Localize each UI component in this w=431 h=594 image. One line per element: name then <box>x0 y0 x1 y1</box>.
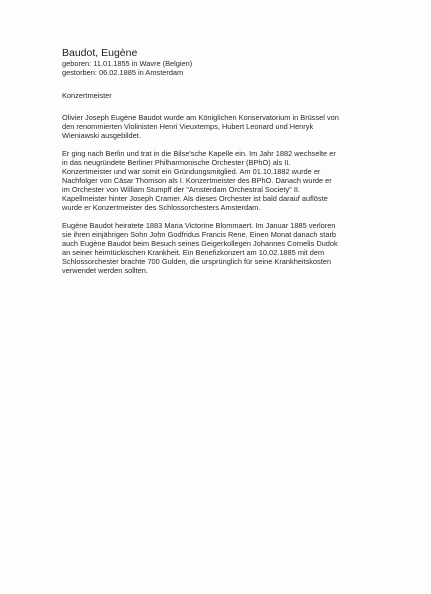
text-line: den renommierten Violinisten Henri Vieuxtemps, Hubert Leonard und Henryk <box>62 122 314 131</box>
text-line: in das neugründete Berliner Philharmonische Orchester (BPhO) als II. <box>62 158 291 167</box>
paragraph-career <box>62 149 392 212</box>
text-line: Olivier Joseph Eugène Baudot wurde am Königlichen Konservatorium in Brüssel von <box>62 113 339 122</box>
role-label: Konzertmeister <box>62 91 112 100</box>
text-line: Er ging nach Berlin und trat in die Bilse'sche Kapelle ein. Im Jahr 1882 wechselte er <box>62 149 336 158</box>
paragraph-education <box>62 113 392 140</box>
text-line: Wieniawski ausgebildet. <box>62 131 141 140</box>
text-line: verwendet werden sollten. <box>62 266 148 275</box>
document-content <box>62 47 392 275</box>
text-line: Schlossorchester brachte 700 Gulden, die ursprünglich für seine Krankheitskosten <box>62 257 332 266</box>
text-line: Konzertmeister und war somit ein Gründungsmitglied. Am 01.10.1882 wurde er <box>62 167 321 176</box>
paragraph-family <box>62 221 392 275</box>
birth-info: geboren: 11.01.1855 in Wavre (Belgien) <box>62 59 193 68</box>
text-line: an seiner heimtückischen Krankheit. Ein Benefizkonzert am 10.02.1885 mit dem <box>62 248 325 257</box>
text-line: Kapellmeister hinter Joseph Cramer. Als dieses Orchester ist bald darauf auflöste <box>62 194 328 203</box>
text-line: wurde er Konzertmeister des Schlossorchesters Amsterdam. <box>62 203 261 212</box>
death-info: gestorben: 06.02.1885 in Amsterdam <box>62 68 184 77</box>
text-line: sie ihren einjährigen Sohn John Godfridus Francis Rene. Einen Monat danach starb <box>62 230 337 239</box>
text-line: Nachfolger von Cäsar Thomson als I. Konzertmeister des BPhO. Danach wurde er <box>62 176 332 185</box>
text-line: auch Eugène Baudot beim Besuch seines Geigerkollegen Johannes Cornelis Dudok <box>62 239 338 248</box>
text-line: Eugène Baudot heiratete 1883 Maria Victorine Blommaert. Im Januar 1885 verloren <box>62 221 336 230</box>
text-line: im Orchester von William Stumpff der "Amsterdam Orchestral Society" II. <box>62 185 300 194</box>
document-title: Baudot, Eugène <box>62 47 138 59</box>
